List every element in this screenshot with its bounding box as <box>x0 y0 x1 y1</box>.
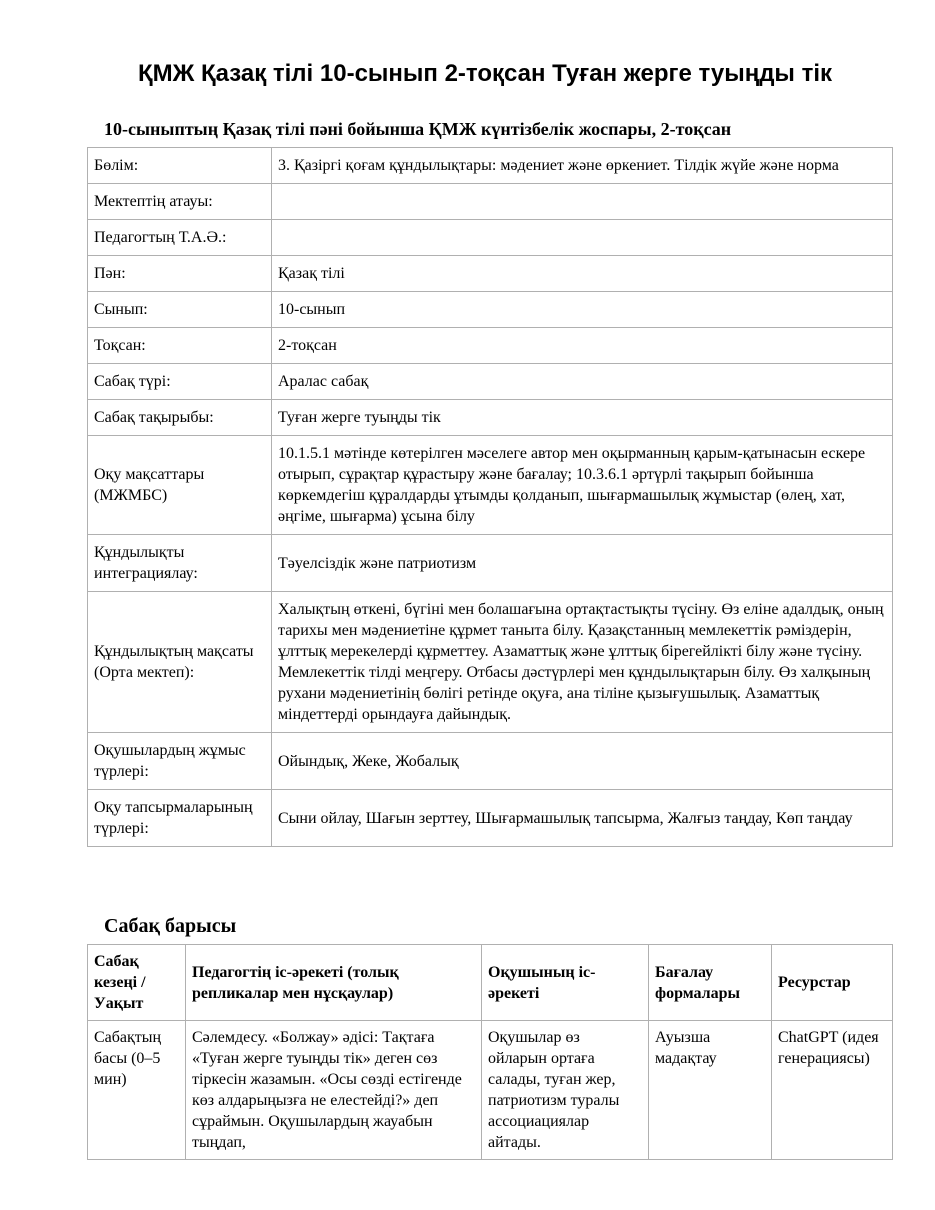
header-teacher-activity: Педагогтің іс-әрекеті (толық репликалар мен нұсқаулар) <box>186 945 482 1021</box>
assessment-cell <box>649 1021 772 1160</box>
table-row <box>88 790 893 847</box>
stage-text: Сабақтың басы (0–5 мин) <box>94 1029 162 1088</box>
info-value-cell: 3. Қазіргі қоғам құндылықтары: мәдениет және өркениет. Тілдік жүйе және норма <box>272 148 893 184</box>
info-key-cell: Тоқсан: <box>88 328 272 364</box>
info-value-cell: 10-сынып <box>272 292 893 328</box>
header-stage: Сабақ кезеңі / Уақыт <box>88 945 186 1021</box>
info-key-cell: Оқушылардың жұмыс түрлері: <box>88 733 272 790</box>
table-row <box>88 400 893 436</box>
info-value-cell: 2-тоқсан <box>272 328 893 364</box>
lesson-progress-heading: Сабақ барысы <box>104 915 237 937</box>
student-activity-cell <box>482 1021 649 1160</box>
table-row <box>88 592 893 733</box>
table-row <box>88 535 893 592</box>
lesson-info-table <box>87 147 893 847</box>
table-row <box>88 220 893 256</box>
stage-cell <box>88 1021 186 1160</box>
teacher-activity-text: Сәлемдесу. «Болжау» әдісі: Тақтаға «Туған жерге туыңды тік» деген сөз тіркесін жазамын. «Осы сөзді естігенде көз алдарыңызға не елестейді?» деп сұраймын. Оқушылардың жауабын тыңдап, <box>192 1029 462 1151</box>
info-value-cell: Тәуелсіздік және патриотизм <box>272 535 893 592</box>
table-row <box>88 148 893 184</box>
table-row <box>88 292 893 328</box>
info-value-cell: Халықтың өткені, бүгіні мен болашағына ортақтастықты түсіну. Өз еліне адалдық, оның тарихы мен мәдениетіне құрмет таныта білу. Қазақстанның мемлекеттік рәміздерін, ұлттық мерекелерді құрметтеу. Азаматтық және ұлттық бірегейлікті білу және түсіну. Мемлекеттік тілді меңгеру. Отбасы дәстүрлері мен құндылықтарын білу. Өз халқының рухани мәдениетінің бөлігі ретінде оқуға, ана тіліне қызығушылық. Азаматтық міндеттерді орындауға дайындық. <box>272 592 893 733</box>
info-key-cell: Сабақ түрі: <box>88 364 272 400</box>
table-row <box>88 328 893 364</box>
info-key-cell: Оқу тапсырмаларының түрлері: <box>88 790 272 847</box>
lesson-table-header-row <box>88 945 893 1021</box>
lesson-info-body <box>88 148 893 847</box>
info-key-cell: Пән: <box>88 256 272 292</box>
info-value-cell: Аралас сабақ <box>272 364 893 400</box>
table-row <box>88 1021 893 1160</box>
info-key-cell: Құндылықтың мақсаты (Орта мектеп): <box>88 592 272 733</box>
info-key-cell: Мектептің атауы: <box>88 184 272 220</box>
plan-subtitle: 10-сыныптың Қазақ тілі пәні бойынша ҚМЖ күнтізбелік жоспары, 2-тоқсан <box>104 119 732 139</box>
header-assessment: Бағалау формалары <box>649 945 772 1021</box>
info-value-cell: Сыни ойлау, Шағын зерттеу, Шығармашылық тапсырма, Жалғыз таңдау, Көп таңдау <box>272 790 893 847</box>
info-value-cell: 10.1.5.1 мәтінде көтерілген мәселеге автор мен оқырманның қарым-қатынасын ескере отырып, сұрақтар құрастыру және бағалау; 10.3.6.1 әртүрлі тақырып бойынша көркемдегіш құралдарды ұтымды қолданып, шығармашылық жұмыстар (өлең, хат, әңгіме, шығарма) ұсына білу <box>272 436 893 535</box>
info-key-cell: Бөлім: <box>88 148 272 184</box>
info-key-cell: Педагогтың Т.А.Ә.: <box>88 220 272 256</box>
info-value-cell: Қазақ тілі <box>272 256 893 292</box>
info-key-cell: Сынып: <box>88 292 272 328</box>
table-row <box>88 733 893 790</box>
table-row <box>88 256 893 292</box>
resources-text: ChatGPT (идея генерациясы) <box>778 1029 879 1067</box>
info-key-cell: Сабақ тақырыбы: <box>88 400 272 436</box>
info-key-cell: Оқу мақсаттары (МЖМБС) <box>88 436 272 535</box>
info-value-cell <box>272 220 893 256</box>
student-activity-text: Оқушылар өз ойларын ортаға салады, туған жер, патриотизм туралы ассоциациялар айтады. <box>488 1029 620 1151</box>
table-row <box>88 436 893 535</box>
info-value-cell: Туған жерге туыңды тік <box>272 400 893 436</box>
resources-cell <box>772 1021 893 1160</box>
table-row <box>88 184 893 220</box>
info-value-cell <box>272 184 893 220</box>
document-title: ҚМЖ Қазақ тілі 10-сынып 2-тоқсан Туған жерге туыңды тік <box>137 60 833 87</box>
lesson-progress-table <box>87 944 893 1160</box>
assessment-text: Ауызша мадақтау <box>655 1029 717 1067</box>
table-row <box>88 364 893 400</box>
header-student-activity: Оқушының іс-әрекеті <box>482 945 649 1021</box>
header-resources: Ресурстар <box>772 945 893 1021</box>
info-key-cell: Құндылықты интеграциялау: <box>88 535 272 592</box>
teacher-activity-cell <box>186 1021 482 1160</box>
info-value-cell: Ойындық, Жеке, Жобалық <box>272 733 893 790</box>
